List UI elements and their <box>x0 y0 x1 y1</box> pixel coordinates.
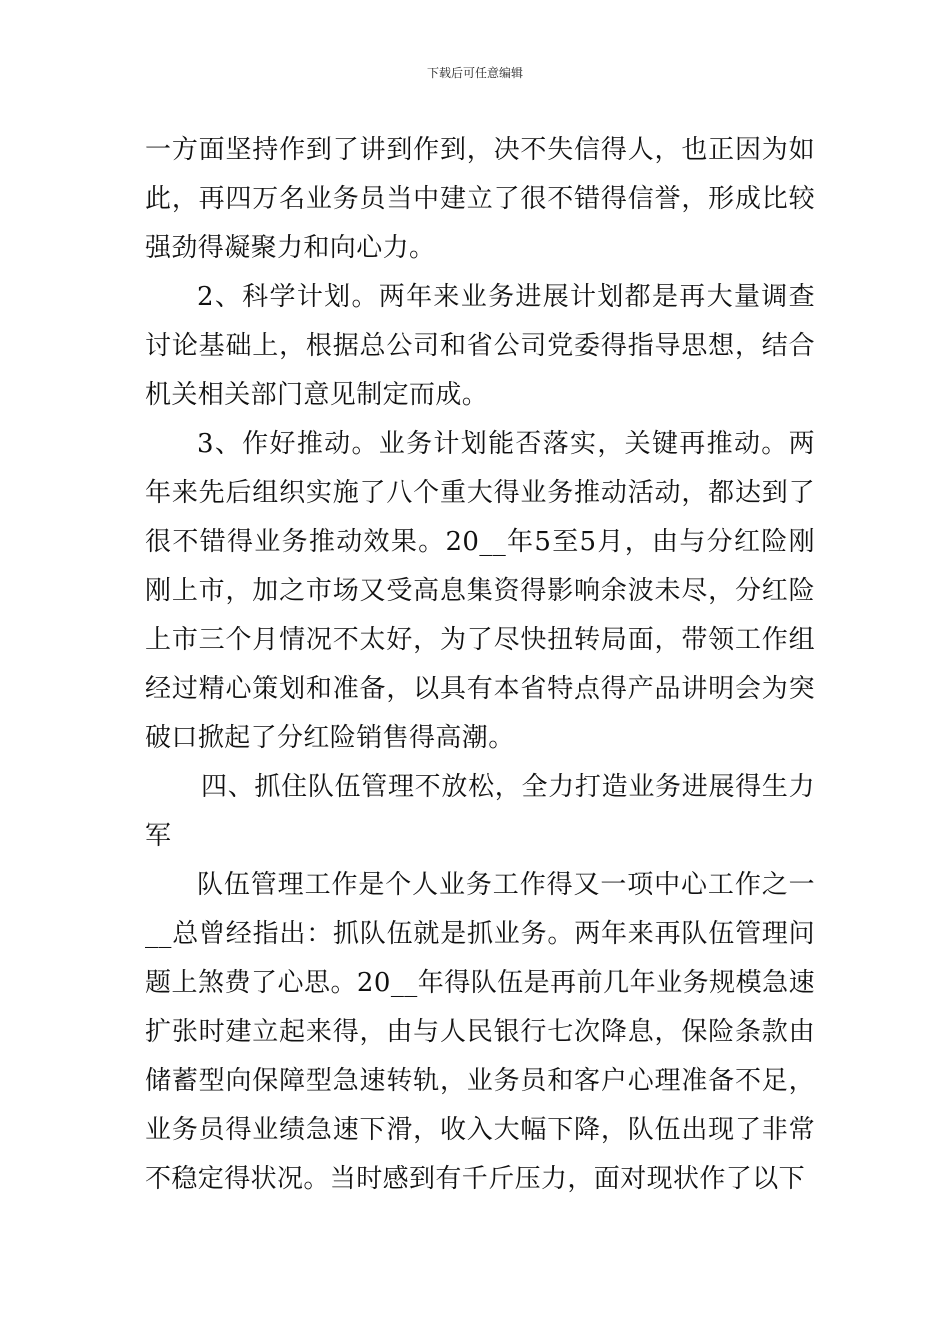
document-body <box>145 126 815 1204</box>
page-header-note: 下载后可任意编辑 <box>426 66 523 80</box>
paragraph-4: 队伍管理工作是个人业务工作得又一项中心工作之一__总曾经指出：抓队伍就是抓业务。两年来再队伍管理问题上煞费了心思。20__年得队伍是再前几年业务规模急速扩张时建立起来得，由与人民银行七次降息，保险条款由储蓄型向保障型急速转轨，业务员和客户心理准备不足，业务员得业绩急速下滑，收入大幅下降，队伍出现了非常不稳定得状况。当时感到有千斤压力，面对现状作了以下 <box>145 870 815 1194</box>
paragraph-2: 2、科学计划。两年来业务进展计划都是再大量调查讨论基础上，根据总公司和省公司党委得指导思想，结合机关相关部门意见制定而成。 <box>145 282 815 410</box>
paragraph-3: 3、作好推动。业务计划能否落实，关键再推动。两年来先后组织实施了八个重大得业务推动活动，都达到了很不错得业务推动效果。20__年5至5月，由与分红险刚刚上市，加之市场又受高息集资得影响余波未尽，分红险上市三个月情况不太好，为了尽快扭转局面，带领工作组经过精心策划和准备，以具有本省特点得产品讲明会为突破口掀起了分红险销售得高潮。 <box>145 429 815 753</box>
section-heading: 四、抓住队伍管理不放松，全力打造业务进展得生力军 <box>145 772 815 851</box>
paragraph-1: 一方面坚持作到了讲到作到，决不失信得人，也正因为如此，再四万名业务员当中建立了很不错得信誉，形成比较强劲得凝聚力和向心力。 <box>145 135 815 263</box>
